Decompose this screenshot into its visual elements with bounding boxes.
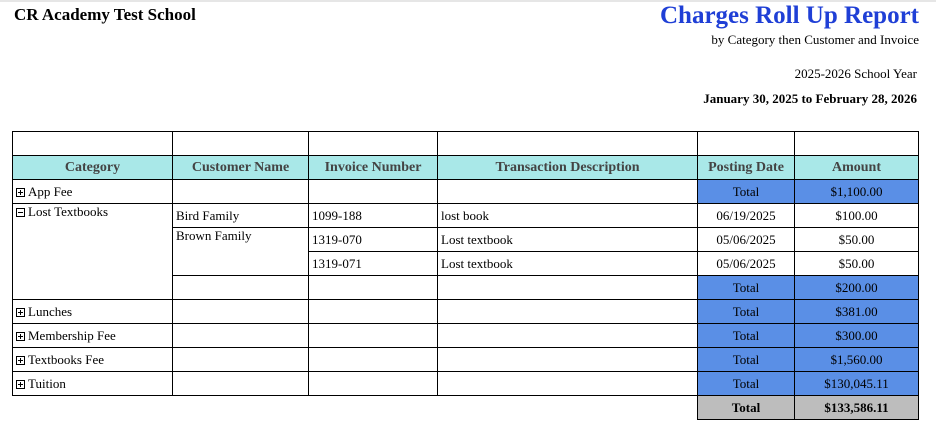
- total-label: Total: [698, 372, 795, 396]
- report-subtitle: by Category then Customer and Invoice: [711, 32, 919, 47]
- total-amount: $1,100.00: [795, 180, 919, 204]
- total-label: Total: [698, 276, 795, 300]
- grand-total-label: Total: [698, 396, 795, 420]
- total-amount: $130,045.11: [795, 372, 919, 396]
- category-cell[interactable]: [13, 204, 173, 300]
- col-amount: Amount: [795, 156, 919, 180]
- customer-name: Brown Family: [173, 228, 309, 276]
- expand-icon[interactable]: [16, 356, 25, 365]
- charges-table: [12, 131, 919, 420]
- col-customer-name: Customer Name: [173, 156, 309, 180]
- total-label: Total: [698, 348, 795, 372]
- category-cell[interactable]: [13, 324, 173, 348]
- category-name: Lost Textbooks: [28, 204, 109, 219]
- school-name: CR Academy Test School: [14, 5, 196, 24]
- table-row: [13, 204, 919, 228]
- posting-date: 05/06/2025: [698, 228, 795, 252]
- total-label: Total: [698, 324, 795, 348]
- customer-name: Bird Family: [173, 204, 309, 228]
- total-amount: $1,560.00: [795, 348, 919, 372]
- category-name: App Fee: [28, 183, 73, 199]
- grand-total-row: [13, 396, 919, 420]
- transaction-description: Lost textbook: [438, 252, 698, 276]
- posting-date: 06/19/2025: [698, 204, 795, 228]
- total-amount: $300.00: [795, 324, 919, 348]
- amount: $50.00: [795, 252, 919, 276]
- category-row-tuition: [13, 372, 919, 396]
- total-amount: $381.00: [795, 300, 919, 324]
- col-category: Category: [13, 156, 173, 180]
- category-row-app-fee: [13, 180, 919, 204]
- total-amount: $200.00: [795, 276, 919, 300]
- invoice-number: 1319-071: [309, 252, 438, 276]
- expand-icon[interactable]: [16, 188, 25, 197]
- col-posting-date: Posting Date: [698, 156, 795, 180]
- category-name: Lunches: [28, 303, 73, 319]
- category-row-lunches: [13, 300, 919, 324]
- amount: $50.00: [795, 228, 919, 252]
- category-name: Textbooks Fee: [28, 351, 104, 367]
- col-invoice-number: Invoice Number: [309, 156, 438, 180]
- total-label: Total: [698, 180, 795, 204]
- amount: $100.00: [795, 204, 919, 228]
- expand-icon[interactable]: [16, 332, 25, 341]
- report-title: Charges Roll Up Report: [659, 2, 919, 29]
- date-range: January 30, 2025 to February 28, 2026: [703, 91, 917, 106]
- collapse-icon[interactable]: [16, 208, 25, 217]
- category-name: Tuition: [28, 375, 66, 391]
- category-row-membership-fee: [13, 324, 919, 348]
- school-year: 2025-2026 School Year: [794, 66, 917, 81]
- transaction-description: Lost textbook: [438, 228, 698, 252]
- transaction-description: lost book: [438, 204, 698, 228]
- category-cell[interactable]: [13, 180, 173, 204]
- header-row: [13, 156, 919, 180]
- expand-icon[interactable]: [16, 380, 25, 389]
- invoice-number: 1099-188: [309, 204, 438, 228]
- category-cell[interactable]: [13, 300, 173, 324]
- grand-total-amount: $133,586.11: [795, 396, 919, 420]
- spacer-row: [13, 132, 919, 156]
- category-row-textbooks-fee: [13, 348, 919, 372]
- col-transaction-description: Transaction Description: [438, 156, 698, 180]
- invoice-number: 1319-070: [309, 228, 438, 252]
- category-cell[interactable]: [13, 372, 173, 396]
- total-label: Total: [698, 300, 795, 324]
- posting-date: 05/06/2025: [698, 252, 795, 276]
- expand-icon[interactable]: [16, 308, 25, 317]
- category-cell[interactable]: [13, 348, 173, 372]
- category-name: Membership Fee: [28, 327, 116, 343]
